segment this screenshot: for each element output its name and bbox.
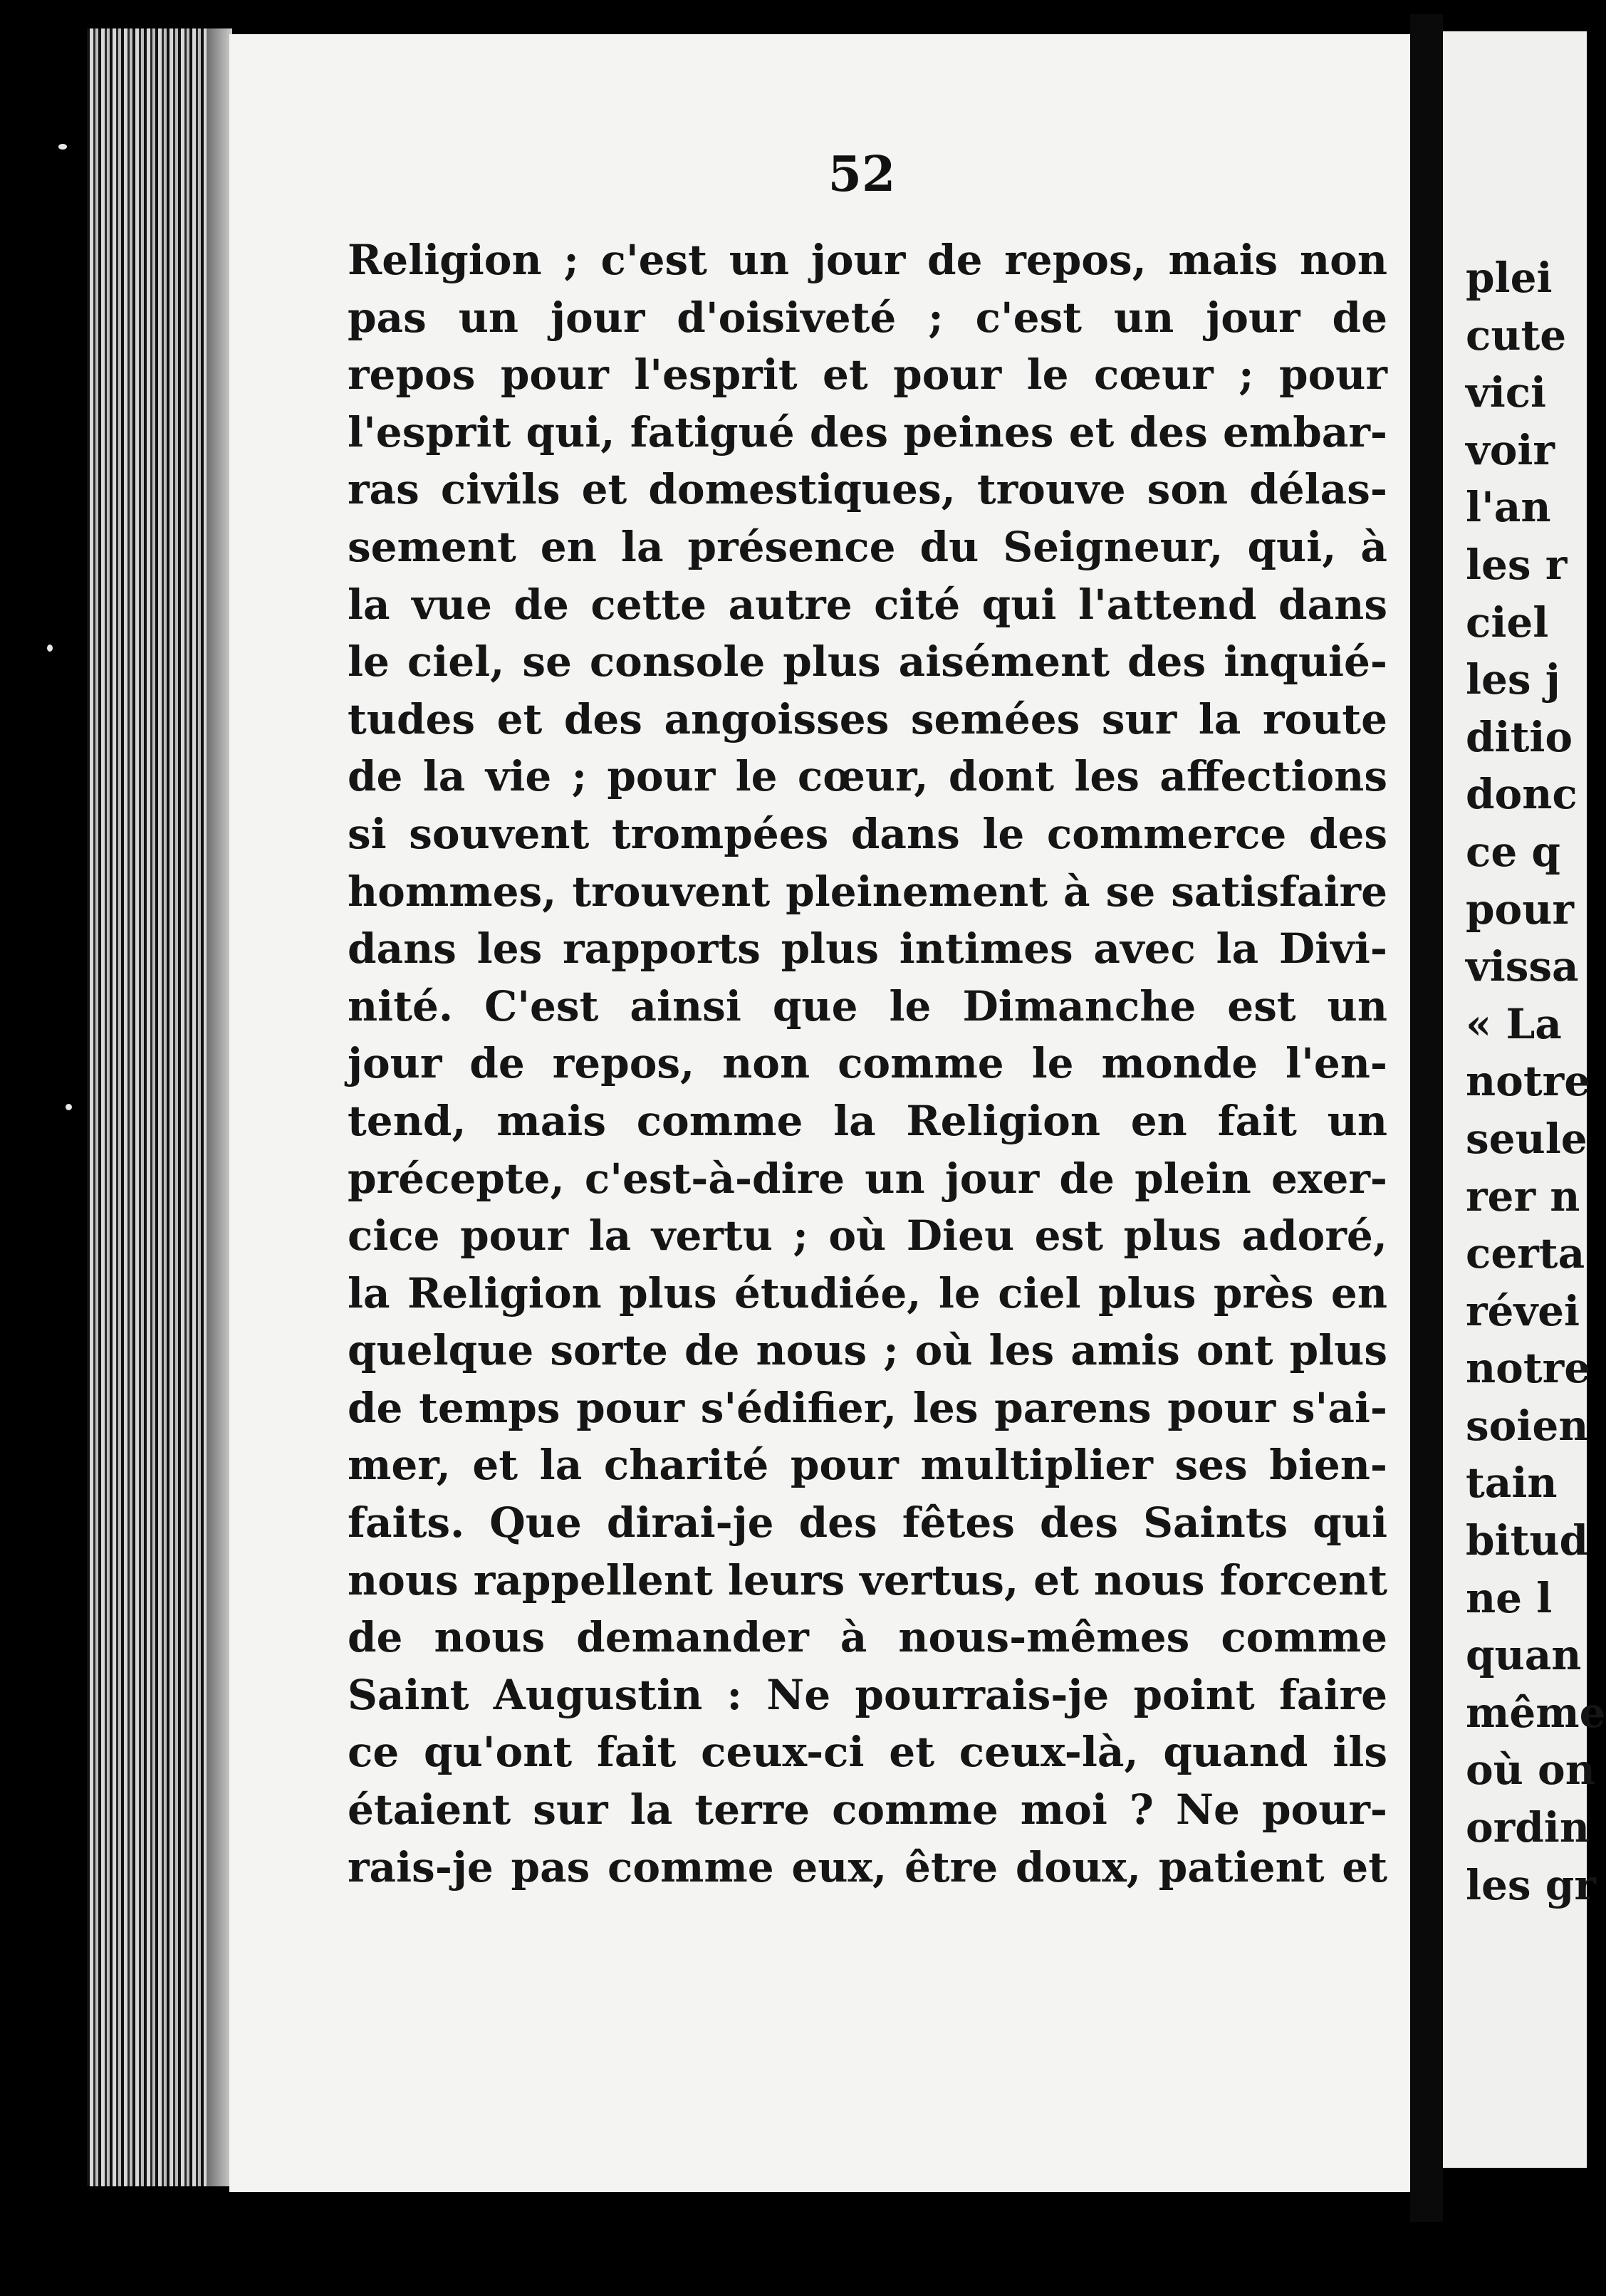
- text-line: plei: [1466, 254, 1553, 302]
- text-line: soien: [1466, 1401, 1589, 1450]
- text-line: mer, et la charité pour multiplier ses bien-: [348, 1441, 1387, 1490]
- text-line: de nous demander à nous-mêmes comme: [348, 1613, 1387, 1662]
- text-line: donc: [1466, 770, 1578, 819]
- text-line: ordin: [1466, 1803, 1590, 1852]
- text-line: ne l: [1466, 1573, 1553, 1622]
- text-line: quelque sorte de nous ; où les amis ont plus: [348, 1326, 1387, 1375]
- text-line: voir: [1466, 425, 1555, 474]
- scan-speck: [47, 645, 53, 652]
- text-line: vici: [1466, 368, 1547, 417]
- text-line: pas un jour d'oisiveté ; c'est un jour de: [348, 293, 1387, 342]
- text-line: dans les rapports plus intimes avec la Divi-: [348, 924, 1387, 974]
- text-line: étaient sur la terre comme moi ? Ne pour-: [348, 1785, 1387, 1835]
- text-line: faits. Que dirai-je des fêtes des Saints qui: [348, 1498, 1387, 1548]
- text-line: pour: [1466, 885, 1574, 934]
- text-line: sement en la présence du Seigneur, qui, à: [348, 522, 1387, 571]
- text-line: les r: [1466, 540, 1568, 589]
- book-gutter: [1410, 14, 1443, 2222]
- text-line: notre: [1466, 1344, 1591, 1393]
- text-line: même: [1466, 1688, 1606, 1737]
- text-line: ce q: [1466, 827, 1560, 876]
- text-line: ras civils et domestiques, trouve son délas-: [348, 465, 1387, 514]
- text-line: bitud: [1466, 1516, 1589, 1565]
- text-line: l'an: [1466, 483, 1551, 532]
- right-page-text: [1466, 249, 1606, 1914]
- text-line: les gr: [1466, 1860, 1596, 1909]
- text-line: ce qu'ont fait ceux-ci et ceux-là, quand ils: [348, 1728, 1387, 1777]
- page-edge-shadow: [207, 28, 232, 2186]
- text-line: vissa: [1466, 942, 1579, 991]
- text-line: cute: [1466, 311, 1567, 360]
- text-line: précepte, c'est-à-dire un jour de plein exer-: [348, 1154, 1387, 1203]
- text-line: quan: [1466, 1631, 1582, 1680]
- text-line: la Religion plus étudiée, le ciel plus près en: [348, 1268, 1387, 1317]
- text-line: le ciel, se console plus aisément des inquié-: [348, 637, 1387, 687]
- text-line: jour de repos, non comme le monde l'en-: [348, 1039, 1387, 1088]
- text-line: « La: [1466, 999, 1562, 1048]
- text-line: Religion ; c'est un jour de repos, mais non: [348, 236, 1387, 284]
- text-line: rer n: [1466, 1172, 1580, 1221]
- text-line: Saint Augustin : Ne pourrais-je point faire: [348, 1670, 1387, 1719]
- text-line: révei: [1466, 1286, 1580, 1335]
- text-line: de la vie ; pour le cœur, dont les affections: [348, 752, 1387, 801]
- text-line: l'esprit qui, fatigué des peines et des embar-: [348, 407, 1387, 456]
- text-line: seule: [1466, 1114, 1587, 1163]
- left-page-text: [348, 231, 1387, 1896]
- page-number: 52: [828, 146, 896, 203]
- text-line: nité. C'est ainsi que le Dimanche est un: [348, 981, 1387, 1030]
- text-line: la vue de cette autre cité qui l'attend dans: [348, 580, 1387, 629]
- text-line: ditio: [1466, 712, 1573, 761]
- scan-speck: [66, 1104, 72, 1110]
- text-line: si souvent trompées dans le commerce des: [348, 809, 1387, 858]
- text-line: nous rappellent leurs vertus, et nous forcent: [348, 1555, 1387, 1604]
- text-line: tain: [1466, 1459, 1558, 1508]
- text-line: où on: [1466, 1746, 1595, 1795]
- text-line: cice pour la vertu ; où Dieu est plus adoré,: [348, 1211, 1387, 1261]
- text-line: hommes, trouvent pleinement à se satisfaire: [348, 867, 1387, 916]
- text-line: repos pour l'esprit et pour le cœur ; pour: [348, 350, 1387, 400]
- text-line: rais-je pas comme eux, être doux, patient et: [348, 1842, 1387, 1891]
- text-line: de temps pour s'édifier, les parens pour s'ai-: [348, 1383, 1387, 1432]
- text-line: tend, mais comme la Religion en fait un: [348, 1096, 1387, 1145]
- scan-speck: [58, 144, 67, 150]
- text-line: ciel: [1466, 598, 1549, 647]
- text-line: certa: [1466, 1229, 1585, 1278]
- text-line: tudes et des angoisses semées sur la route: [348, 694, 1387, 743]
- text-line: notre: [1466, 1057, 1591, 1106]
- text-line: les j: [1466, 655, 1560, 704]
